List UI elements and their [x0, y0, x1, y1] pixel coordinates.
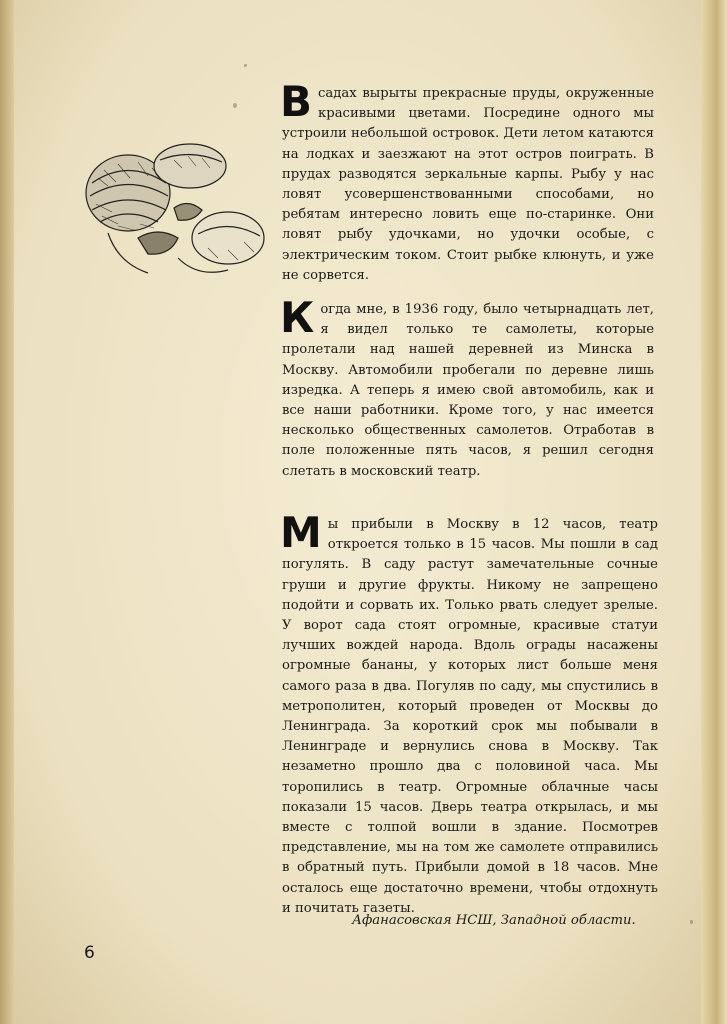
page-left-edge [0, 0, 14, 1024]
drop-cap: К [280, 293, 315, 342]
page-right-edge [701, 0, 727, 1024]
paragraph-text: ы прибыли в Москву в 12 часов, театр откроется только в 15 часов. Мы пошли в сад погулять. В саду растут замечательные сочные груши и другие фрукты. Никому не запрещено подойти и сорвать их. Только рвать следует зрелые. У ворот сада стоят огромные, красивые статуи лучших вождей народа. Вдоль ограды насажены огромные бананы, у которых лист больше меня самого раза в два. Погуляв по саду, мы спустились в метрополитен, который проведен от Москвы до Ленинграда. За короткий срок мы побывали в Ленинграде и вернулись снова в Москву. Так незаметно прошло два с половиной часа. Мы торопились в театр. Огромные облачные часы показали 15 часов. Дверь театра открылась, и мы вместе с толпой вошли в здание. Посмотрев представление, мы на том же самолете отправились в обратный путь. Прибыли домой в 18 часов. Мне осталось еще достаточно времени, чтобы отдохнуть и почитать газеты. [282, 517, 658, 916]
fruit-illustration-icon [78, 138, 268, 288]
paragraph-text: огда мне, в 1936 году, было четырнадцать лет, я видел только те самолеты, которые пролетали над нашей деревней из Минска в Москву. Автомобили пробегали по деревне лишь изредка. А теперь я имею свой автомобиль, как и все наши работники. Кроме того, у нас имеется несколько общественных самолетов. Отработав в поле положенные пять часов, я решил сегодня слетать в московский театр. [282, 302, 654, 479]
ink-spot [244, 64, 247, 67]
ink-spot [233, 103, 237, 108]
paragraph-2 [280, 293, 654, 482]
paragraph-text: садах вырыты прекрасные пруды, окруженные красивыми цветами. Посредине одного мы устроили небольшой островок. Дети летом катаются на лодках и заезжают на этот остров поиграть. В прудах разводятся зеркальные карпы. Рыбу у нас ловят усовершенствованными способами, но ребятам интересно ловить еще по-старинке. Они ловят рыбу удочками, но удочки особые, с электрическим током. Стоит рыбке клюнуть, и уже не сорвется. [282, 86, 654, 283]
ink-spot [690, 920, 693, 924]
paragraph-3 [280, 508, 658, 919]
drop-cap: В [280, 77, 313, 126]
author-signature: Афанасовская НСШ, Западной области. [352, 913, 636, 928]
paragraph-1 [280, 77, 654, 286]
page-number: 6 [84, 943, 95, 963]
drop-cap: М [280, 508, 322, 557]
